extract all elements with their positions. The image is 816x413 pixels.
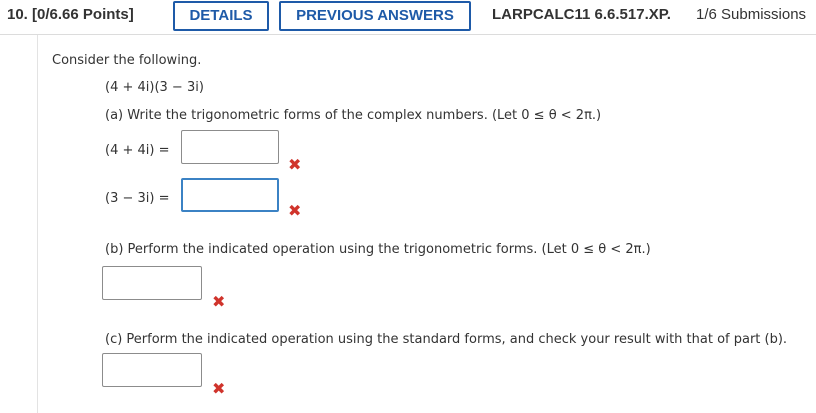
question-header	[0, 0, 816, 35]
part-a-row1-label: (4 + 4i) =	[105, 143, 170, 158]
question-intro: Consider the following.	[52, 53, 202, 68]
incorrect-icon: ✖	[212, 379, 226, 398]
part-a-row2-label: (3 − 3i) =	[105, 191, 170, 206]
part-a-row2-answer-field[interactable]	[181, 178, 279, 212]
question-number: 10.	[7, 6, 28, 23]
part-a-prompt: (a) Write the trigonometric forms of the complex numbers. (Let 0 ≤ θ < 2π.)	[105, 108, 602, 123]
question-points: [0/6.66 Points]	[32, 6, 134, 23]
part-c-prompt: (c) Perform the indicated operation using the standard forms, and check your result with that of part (b).	[105, 332, 788, 347]
question-title	[7, 6, 134, 23]
incorrect-icon: ✖	[212, 292, 226, 311]
question-left-border	[37, 35, 38, 413]
part-b-answer-field[interactable]	[102, 266, 202, 300]
incorrect-icon: ✖	[288, 201, 302, 220]
part-c-answer-field[interactable]	[102, 353, 202, 387]
question-expression: (4 + 4i)(3 − 3i)	[105, 80, 204, 95]
part-a-row1-answer-field[interactable]	[181, 130, 279, 164]
previous-answers-button[interactable]: PREVIOUS ANSWERS	[279, 1, 471, 31]
submission-count: 1/6 Submissions	[696, 6, 807, 23]
incorrect-icon: ✖	[288, 155, 302, 174]
problem-code: LARPCALC11 6.6.517.XP.	[492, 6, 671, 23]
details-button[interactable]: DETAILS	[173, 1, 269, 31]
part-b-prompt: (b) Perform the indicated operation using the trigonometric forms. (Let 0 ≤ θ < 2π.)	[105, 242, 651, 257]
